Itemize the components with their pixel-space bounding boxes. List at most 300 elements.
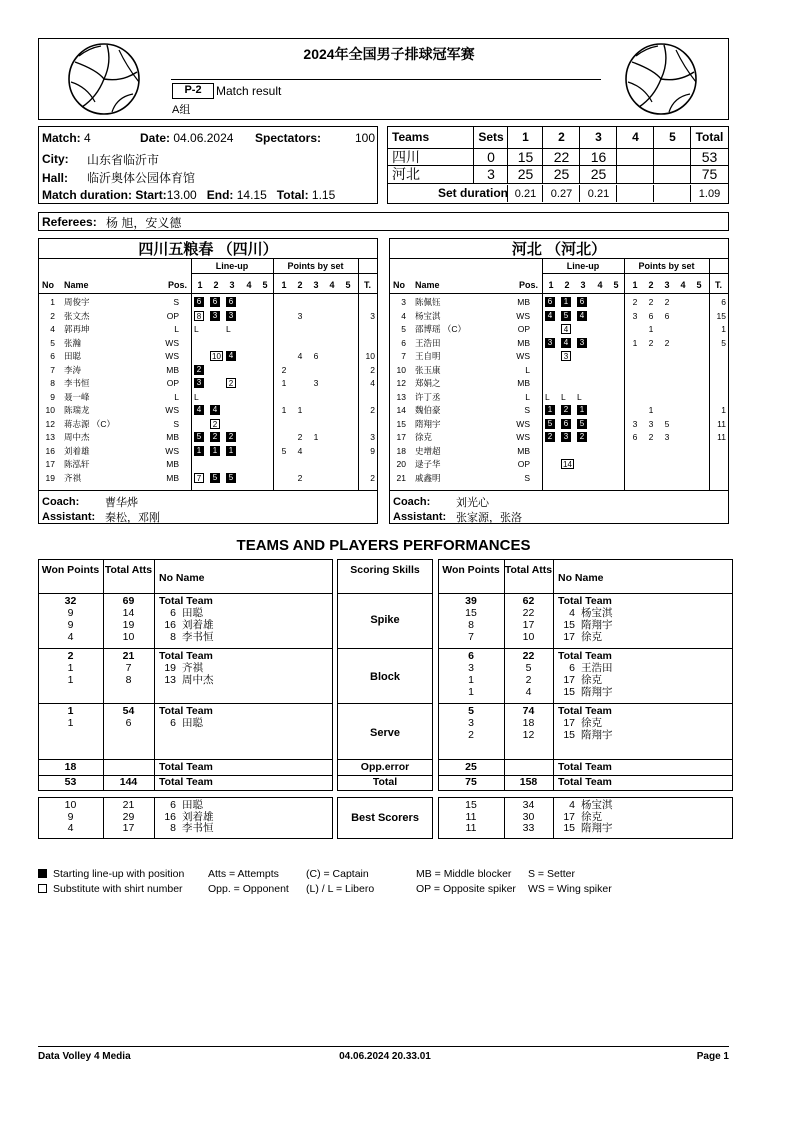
set-points: 2 [664, 337, 670, 348]
assistant-names: 秦松，邓刚 [105, 512, 160, 524]
total-attempts: 29 [122, 810, 135, 823]
won-points-header: Won Points [442, 564, 500, 576]
set-points: 2 [297, 472, 303, 483]
player-name: 刘着雄 [182, 619, 214, 631]
divider [504, 559, 505, 791]
set-points: 6 [313, 351, 319, 361]
player-number: 8 [170, 822, 176, 834]
player-name: 张瀚 [64, 337, 82, 348]
player-name: 隋翔宇 [581, 729, 613, 741]
player-number: 19 [45, 472, 55, 483]
set-duration: 0.27 [550, 188, 573, 200]
report-subtitle: Match result [216, 84, 282, 98]
player-name: 隋翔宇 [415, 418, 441, 429]
no-name-header: No Name [558, 572, 604, 584]
player-number: 17 [45, 459, 55, 469]
player-name: 隋翔宇 [581, 619, 613, 631]
player-position: S [524, 405, 530, 415]
coach-label: Coach: [42, 496, 80, 508]
player-row [39, 431, 377, 444]
set-header: 2 [564, 280, 570, 290]
player-position: WS [516, 310, 530, 321]
divider [103, 559, 104, 791]
starting-position-badge: 1 [561, 297, 571, 307]
set-points: 1 [313, 432, 319, 442]
player-number: 2 [50, 310, 55, 321]
starting-position-badge: 1 [577, 405, 587, 415]
match-info-box [38, 126, 378, 204]
duration-label: Match duration: [42, 188, 132, 202]
libero-mark: L [194, 391, 199, 402]
won-points: 11 [465, 810, 477, 823]
player-name: 陈泓轩 [64, 459, 90, 469]
score-grid-line [616, 185, 617, 202]
player-name: 魏伯豪 [415, 405, 441, 415]
player-row [390, 377, 728, 390]
score-cell: 15 [517, 149, 534, 165]
score-cell: 3 [487, 166, 495, 182]
total-attempts: 34 [522, 799, 535, 811]
total-attempts: 5 [525, 662, 532, 674]
divider [553, 559, 554, 791]
score-cell: 75 [701, 166, 718, 182]
starting-position-badge: 2 [545, 432, 555, 442]
total-points: 3 [370, 310, 375, 321]
score-cell: 0 [487, 149, 495, 165]
set-points: 5 [664, 418, 670, 429]
player-position: WS [165, 351, 179, 361]
won-points: 9 [67, 810, 74, 823]
team-name: 河北 （河北） [511, 241, 607, 258]
match-date: 04.06.2024 [173, 131, 234, 145]
player-number: 15 [563, 619, 575, 631]
divider [38, 703, 333, 704]
won-points: 75 [465, 776, 477, 788]
player-name: 刘着雄 [182, 810, 214, 823]
total-header: T. [714, 280, 722, 290]
score-header: 3 [595, 130, 602, 144]
set-points: 1 [648, 324, 654, 334]
set-points: 5 [281, 445, 287, 456]
player-number: 4 [569, 799, 575, 811]
player-number: 13 [396, 391, 406, 402]
score-grid-line [690, 127, 691, 183]
starting-lineup-legend-icon [38, 869, 47, 878]
won-points: 1 [67, 662, 74, 674]
won-points: 3 [468, 717, 474, 729]
divider [154, 797, 155, 839]
won-points: 39 [465, 595, 477, 607]
won-points: 1 [468, 686, 474, 698]
divider [438, 759, 733, 760]
total-attempts: 69 [122, 595, 135, 607]
won-points: 8 [468, 619, 474, 631]
player-row [39, 323, 377, 336]
total-header: T. [363, 280, 371, 290]
substitute-badge: 8 [194, 311, 204, 321]
player-position: OP [517, 324, 530, 334]
legend-text: Atts = Attempts [208, 868, 279, 880]
total-points: 6 [721, 297, 726, 307]
player-name: 齐祺 [64, 472, 82, 483]
starting-position-badge: 4 [577, 311, 587, 321]
total-attempts: 21 [122, 650, 135, 662]
city-label: City: [42, 152, 69, 166]
player-row [390, 296, 728, 309]
libero-mark: L [577, 391, 582, 402]
divider [337, 759, 433, 760]
player-name: 李涛 [64, 364, 82, 375]
won-points: 53 [64, 776, 77, 788]
group-label: A组 [172, 104, 191, 116]
set-header: 2 [648, 280, 654, 290]
total-attempts: 19 [122, 619, 135, 631]
set-header: 2 [297, 280, 303, 290]
set-points: 3 [632, 418, 638, 429]
player-name: Total Team [159, 705, 213, 717]
player-name: 李书恒 [182, 822, 214, 834]
set-duration: 0.21 [514, 188, 537, 200]
starting-position-badge: 3 [226, 311, 236, 321]
set-header: 1 [548, 280, 554, 290]
player-position: L [174, 391, 179, 402]
starting-position-badge: 6 [226, 297, 236, 307]
score-grid-line [616, 127, 617, 183]
hall-value: 临沂奥体公园体育馆 [87, 171, 196, 185]
player-row [390, 364, 728, 377]
spectators-label: Spectators: [255, 131, 322, 145]
player-number: 13 [45, 432, 55, 442]
score-grid-line [579, 127, 580, 183]
total-points: 5 [721, 337, 726, 348]
starting-position-badge: 2 [226, 432, 236, 442]
player-name: 周俊宇 [64, 297, 90, 307]
pos-header: Pos. [518, 280, 538, 290]
player-name: Total Team [558, 595, 612, 607]
player-position: L [525, 391, 530, 402]
player-name: 张文杰 [64, 310, 90, 321]
player-position: MB [166, 459, 179, 469]
player-number: 13 [164, 674, 176, 686]
score-cell: 16 [590, 149, 607, 165]
player-number: 8 [170, 631, 176, 643]
set-points: 3 [664, 432, 670, 442]
team-b-roster [389, 238, 729, 524]
player-name: 史增超 [415, 445, 441, 456]
player-row [39, 472, 377, 485]
total-attempts: 6 [125, 717, 132, 729]
player-number: 6 [170, 717, 176, 729]
set-points: 3 [313, 378, 319, 388]
player-number: 6 [401, 337, 406, 348]
score-grid-line [507, 185, 508, 202]
start-label: Start: [135, 188, 167, 202]
set-header: 5 [696, 280, 702, 290]
player-name: 周中杰 [182, 674, 214, 686]
divider [337, 775, 433, 776]
coach-name: 曹华烨 [105, 497, 138, 509]
divider [438, 775, 733, 776]
libero-mark: L [545, 391, 550, 402]
score-cell: 河北 [392, 166, 420, 182]
lineup-header: Line-up [566, 261, 600, 271]
starting-position-badge: 6 [561, 419, 571, 429]
total-attempts: 4 [525, 686, 532, 698]
divider [38, 648, 333, 649]
divider [38, 759, 333, 760]
player-row [390, 404, 728, 417]
legend-text: Substitute with shirt number [53, 883, 183, 895]
player-number: 6 [170, 799, 176, 811]
assistant-label: Assistant: [42, 511, 96, 523]
player-row [39, 458, 377, 471]
player-row [390, 391, 728, 404]
set-points: 4 [297, 351, 303, 361]
divider [390, 293, 728, 294]
total-attempts: 158 [519, 776, 538, 788]
report-code: P-2 [172, 83, 214, 99]
won-points: 1 [67, 717, 74, 729]
set-points: 1 [281, 378, 287, 388]
legend-text: S = Setter [528, 868, 575, 880]
divider [438, 703, 733, 704]
team-a-roster [38, 238, 378, 524]
player-row [390, 337, 728, 350]
set-header: 4 [597, 280, 603, 290]
score-table [387, 126, 729, 204]
substitute-badge: 4 [561, 324, 571, 334]
set-header: 4 [329, 280, 335, 290]
starting-position-badge: 1 [545, 405, 555, 415]
starting-position-badge: 1 [210, 446, 220, 456]
player-number: 17 [563, 674, 575, 686]
set-points: 4 [297, 445, 303, 456]
player-position: OP [517, 459, 530, 469]
opp_error-label: Opp.error [360, 761, 410, 773]
assistant-label: Assistant: [393, 511, 447, 523]
skill-label: Serve [370, 727, 400, 739]
player-name: 徐克 [581, 631, 602, 643]
won-points: 15 [465, 799, 477, 811]
player-row [390, 431, 728, 444]
score-cell: 25 [590, 166, 607, 182]
player-number: 16 [164, 810, 176, 823]
total-points: 11 [717, 432, 726, 442]
set-header: 5 [262, 280, 268, 290]
score-grid-line [542, 127, 543, 183]
libero-mark: L [194, 324, 199, 334]
total-attempts: 144 [119, 776, 138, 788]
divider [390, 258, 728, 259]
divider [103, 797, 104, 839]
starting-position-badge: 2 [561, 405, 571, 415]
divider [154, 559, 155, 791]
total-attempts: 21 [122, 799, 135, 811]
player-name: 陈佩钰 [415, 297, 441, 307]
set-points: 2 [281, 364, 287, 375]
divider [337, 593, 433, 594]
player-number: 8 [50, 378, 55, 388]
footer-left: Data Volley 4 Media [38, 1051, 131, 1062]
player-number: 17 [563, 810, 575, 823]
total-time: 1.15 [311, 188, 336, 202]
player-number: 4 [401, 310, 406, 321]
set-points: 1 [281, 405, 287, 415]
player-position: MB [166, 364, 179, 375]
starting-position-badge: 3 [577, 338, 587, 348]
starting-position-badge: 2 [194, 365, 204, 375]
set-header: 1 [632, 280, 638, 290]
lineup-header: Line-up [215, 261, 249, 271]
player-row [390, 323, 728, 336]
starting-position-badge: 3 [561, 432, 571, 442]
team-b-best-scorers [438, 797, 733, 839]
player-name: Total Team [558, 761, 612, 773]
total-points: 15 [716, 310, 726, 321]
player-name: 齐祺 [182, 662, 203, 674]
total-label: Total: [276, 188, 309, 202]
divider [553, 797, 554, 839]
won-points: 2 [67, 650, 74, 662]
team-b-performance-table [438, 559, 733, 791]
set-duration: 0.21 [587, 188, 610, 200]
player-number: 15 [563, 729, 575, 741]
won-points: 4 [67, 822, 74, 834]
player-number: 12 [396, 378, 406, 388]
score-grid-line [653, 127, 654, 183]
total-attempts: 12 [522, 729, 535, 741]
match-label: Match: [42, 131, 81, 145]
divider [438, 593, 733, 594]
score-grid-line [653, 185, 654, 202]
score-grid-line [507, 127, 508, 183]
skill-label: Spike [370, 614, 400, 626]
player-name: Total Team [558, 650, 612, 662]
score-cell: 25 [553, 166, 570, 182]
divider [504, 797, 505, 839]
end-label: End: [206, 188, 234, 202]
player-position: WS [516, 432, 530, 442]
won-points: 15 [465, 607, 477, 619]
set-header: 1 [281, 280, 287, 290]
won-points: 10 [64, 799, 77, 811]
player-row [390, 472, 728, 485]
player-name: 李书恒 [64, 378, 90, 388]
player-number: 10 [396, 364, 406, 375]
score-header: 5 [669, 130, 676, 144]
set-points: 2 [648, 432, 654, 442]
legend-text: (C) = Captain [306, 868, 369, 880]
points-header: Points by set [638, 261, 695, 271]
set-points: 2 [648, 337, 654, 348]
total-attempts: 30 [522, 810, 535, 823]
total-attempts: 7 [125, 662, 132, 674]
set-points: 1 [632, 337, 638, 348]
set-header: 1 [197, 280, 203, 290]
referees-box [38, 212, 729, 231]
player-number: 6 [569, 662, 575, 674]
player-row [39, 337, 377, 350]
starting-position-badge: 6 [577, 297, 587, 307]
scoring-skills-header: Scoring Skills [350, 564, 420, 576]
won-points: 2 [468, 729, 474, 741]
substitute-badge: 14 [561, 459, 574, 469]
player-number: 5 [50, 337, 55, 348]
set-header: 2 [213, 280, 219, 290]
header-box [38, 38, 729, 120]
won-points: 11 [465, 822, 477, 834]
player-number: 5 [401, 324, 406, 334]
score-cell: 22 [553, 149, 570, 165]
total-attempts: 17 [122, 822, 135, 834]
won-points: 1 [468, 674, 474, 686]
total-points: 11 [717, 418, 726, 429]
won-points: 25 [465, 761, 477, 773]
player-number: 16 [45, 445, 55, 456]
skills-column [337, 559, 433, 791]
legend-text: (L) / L = Libero [306, 883, 375, 895]
total-points: 2 [370, 405, 375, 415]
score-grid-line [473, 127, 474, 183]
player-name: 隋翔宇 [581, 686, 613, 698]
total-points: 2 [370, 472, 375, 483]
total-attempts: 22 [522, 607, 535, 619]
total-attempts: 18 [522, 717, 535, 729]
set-points: 2 [648, 297, 654, 307]
set-header: 5 [345, 280, 351, 290]
player-name: 杨宝淇 [581, 607, 613, 619]
total-points: 4 [370, 378, 375, 388]
name-header: Name [64, 280, 89, 290]
player-number: 17 [563, 717, 575, 729]
score-cell: 四川 [392, 149, 420, 165]
divider [337, 648, 433, 649]
total-points: 9 [370, 445, 375, 456]
won-points: 4 [67, 631, 74, 643]
referees-value: 杨 旭，安义德 [106, 216, 182, 230]
starting-position-badge: 4 [210, 405, 220, 415]
player-name: Total Team [159, 761, 213, 773]
player-number: 15 [563, 686, 575, 698]
total-points: 1 [721, 324, 726, 334]
player-name: 戚鑫明 [415, 472, 441, 483]
spectators-value: 100 [354, 131, 375, 145]
player-number: 7 [50, 364, 55, 375]
player-position: WS [165, 405, 179, 415]
set-points: 6 [664, 310, 670, 321]
legend-text: OP = Opposite spiker [416, 883, 516, 895]
total-points: 3 [370, 432, 375, 442]
legend-text: MB = Middle blocker [416, 868, 512, 880]
player-position: MB [517, 445, 530, 456]
score-header: Teams [392, 130, 430, 144]
player-name: 徐克 [581, 674, 602, 686]
hall-label: Hall: [42, 171, 69, 185]
player-position: L [174, 324, 179, 334]
starting-position-badge: 6 [545, 297, 555, 307]
score-cell: 53 [701, 149, 718, 165]
performance-title: TEAMS AND PLAYERS PERFORMANCES [236, 537, 531, 554]
substitute-badge: 2 [226, 378, 236, 388]
player-row [39, 377, 377, 390]
volleyball-icon-right [624, 42, 698, 116]
player-number: 4 [50, 324, 55, 334]
divider [390, 490, 728, 491]
divider [438, 648, 733, 649]
starting-position-badge: 1 [194, 446, 204, 456]
player-name: Total Team [159, 650, 213, 662]
player-name: 聂一峰 [64, 391, 90, 402]
